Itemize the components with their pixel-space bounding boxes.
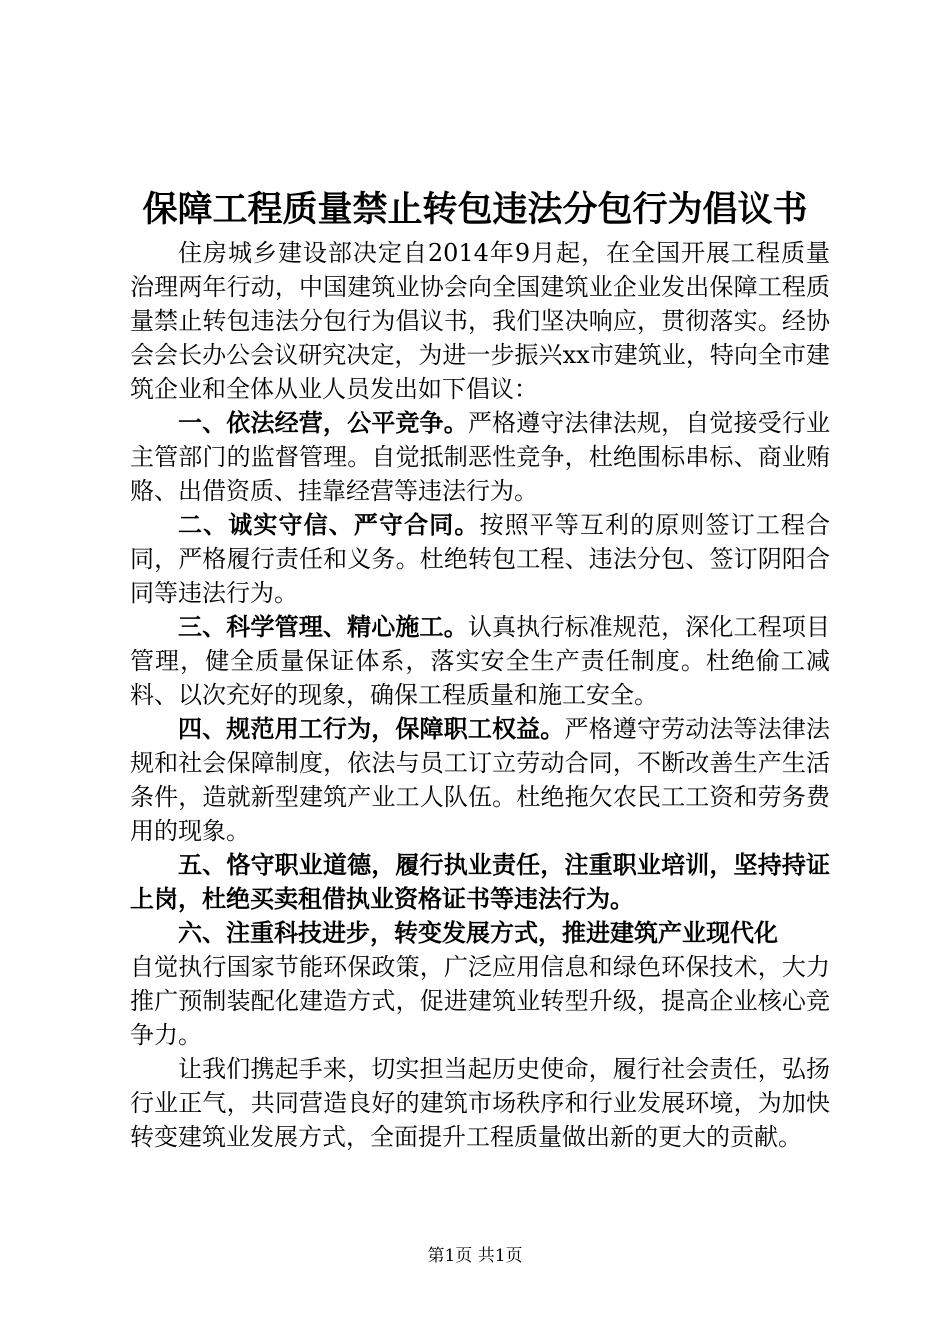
item-2-heading: 二、诚实守信、严守合同。	[178, 510, 480, 539]
closing-paragraph: 让我们携起手来，切实担当起历史使命，履行社会责任，弘扬行业正气，共同营造良好的建筑市场秩序和行业发展环境，为加快转变建筑业发展方式，全面提升工程质量做出新的更大的贡献。	[130, 1055, 830, 1151]
page-footer: 第1页 共1页	[427, 1246, 523, 1266]
item-6-heading-line	[130, 916, 830, 950]
item-4-paragraph	[130, 712, 830, 848]
item-5-paragraph	[130, 848, 830, 916]
document-title: 保障工程质量禁止转包违法分包行为倡议书	[142, 189, 808, 230]
item-6-heading: 六、注重科技进步，转变发展方式，推进建筑产业现代化	[178, 918, 778, 947]
item-3-paragraph	[130, 610, 830, 712]
intro-paragraph: 住房城乡建设部决定自2014年9月起，在全国开展工程质量治理两年行动，中国建筑业协会向全国建筑业企业发出保障工程质量禁止转包违法分包行为倡议书，我们坚决响应，贯彻落实。经协会会长办公会议研究决定，为进一步振兴xx市建筑业，特向全市建筑企业和全体从业人员发出如下倡议：	[130, 239, 830, 403]
item-6-text: 自觉执行国家节能环保政策，广泛应用信息和绿色环保技术，大力推广预制装配化建造方式，促进建筑业转型升级，提高企业核心竞争力。	[130, 953, 830, 1049]
item-1-text: 严格遵守法律法规，自觉接受行业主管部门的监督管理。自觉抵制恶性竞争，杜绝围标串标、商业贿赂、出借资质、挂靠经营等违法行为。	[130, 409, 831, 505]
item-3-text: 认真执行标准规范，深化工程项目管理，健全质量保证体系，落实安全生产责任制度。杜绝偷工减料、以次充好的现象，确保工程质量和施工安全。	[130, 613, 831, 709]
item-3-heading: 三、科学管理、精心施工。	[178, 612, 468, 641]
item-1-heading: 一、依法经营，公平竞争。	[178, 408, 468, 437]
document-body	[130, 236, 830, 1154]
item-4-text: 严格遵守劳动法等法律法规和社会保障制度，依法与员工订立劳动合同，不断改善生产生活条件，造就新型建筑产业工人队伍。杜绝拖欠农民工工资和劳务费用的现象。	[130, 715, 831, 845]
item-1-paragraph	[130, 406, 830, 508]
item-5-heading: 五、恪守职业道德，履行执业责任，注重职业培训，坚持持证上岗，杜绝买卖租借执业资格证书等违法行为。	[130, 850, 830, 913]
item-2-paragraph	[130, 508, 830, 610]
item-4-heading: 四、规范用工行为，保障职工权益。	[178, 714, 565, 743]
item-2-text: 按照平等互利的原则签订工程合同，严格履行责任和义务。杜绝转包工程、违法分包、签订阴阳合同等违法行为。	[130, 511, 831, 607]
